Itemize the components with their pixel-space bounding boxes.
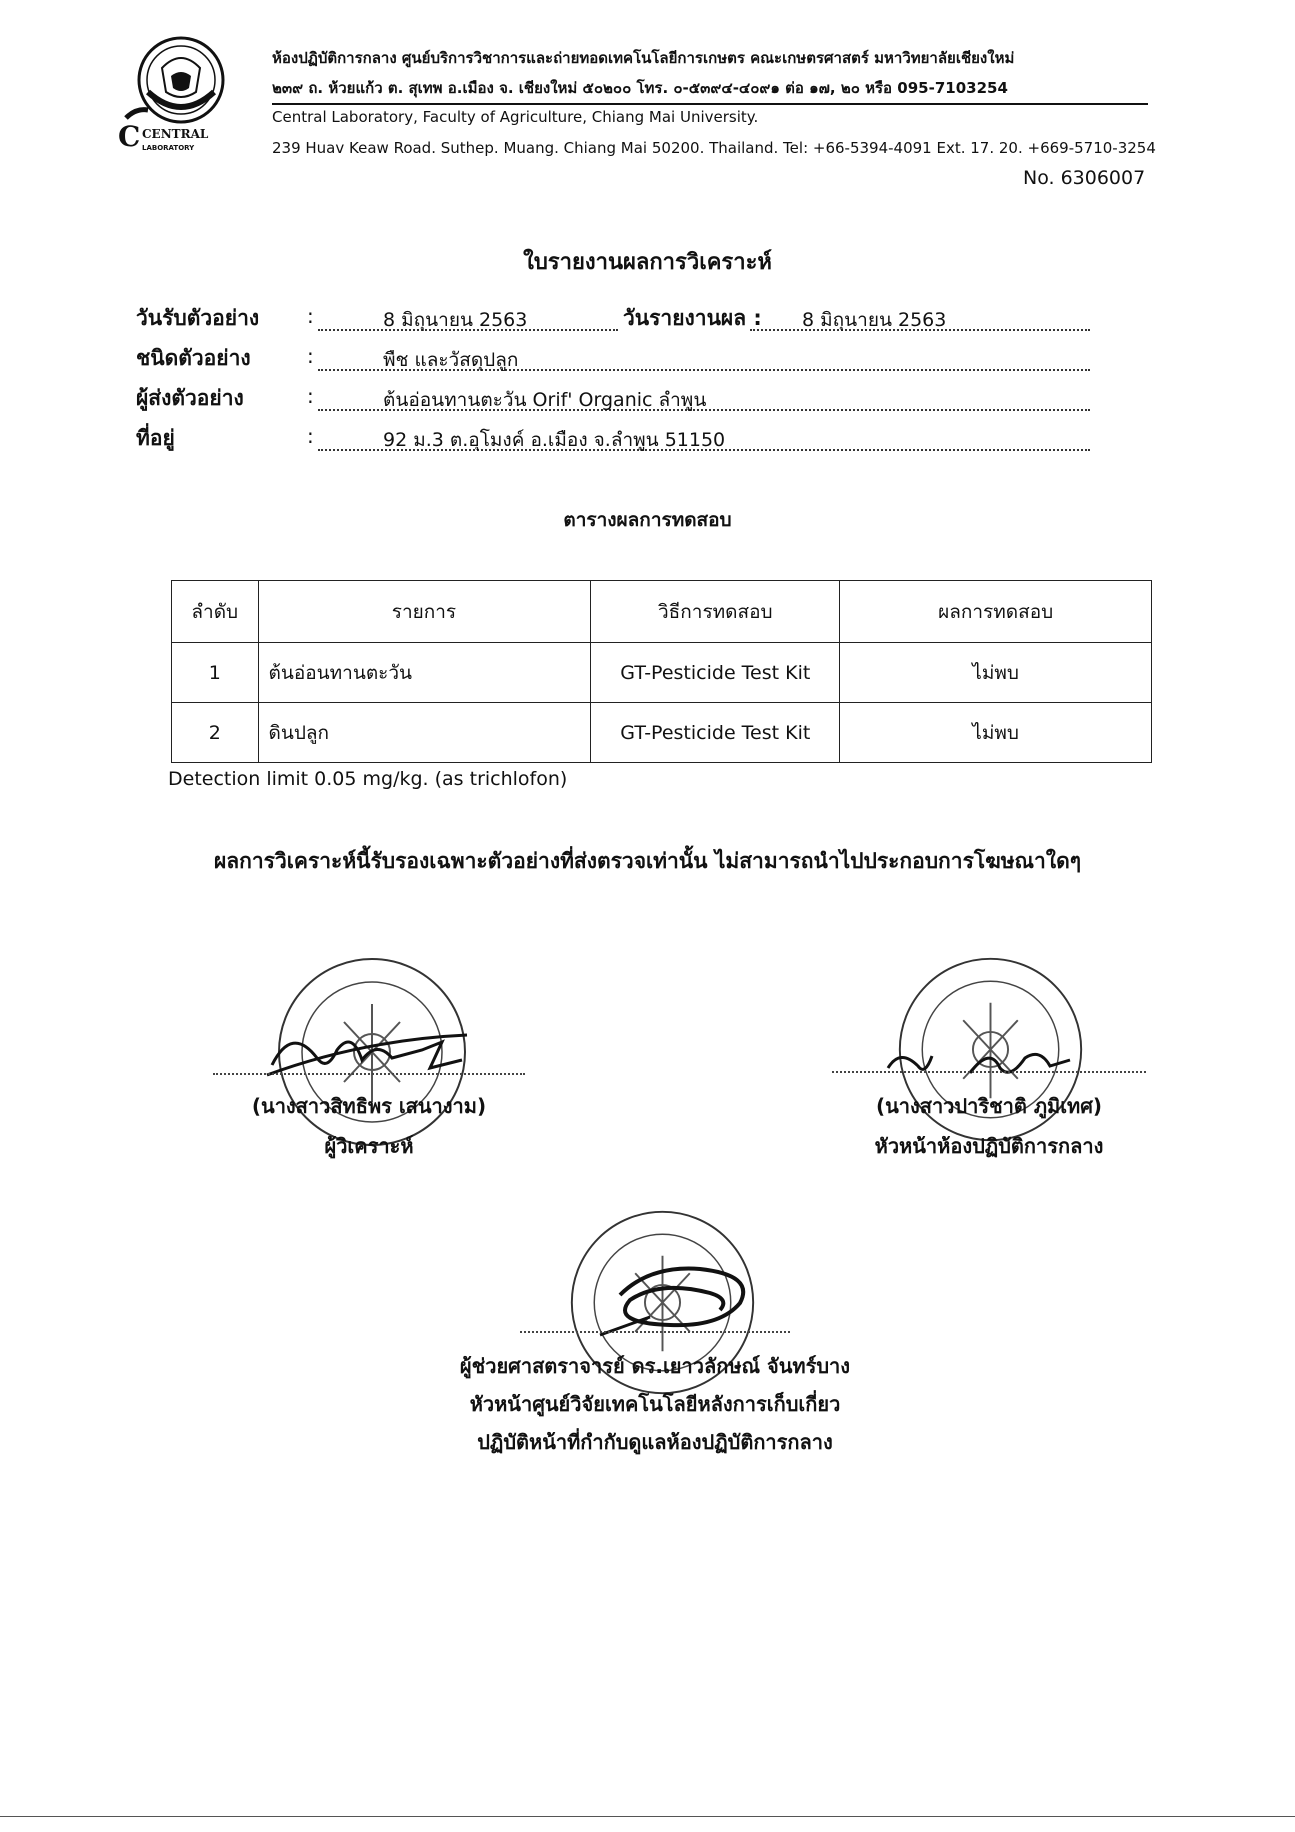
sender-colon: : <box>307 384 314 408</box>
page-bottom-rule <box>0 1816 1295 1817</box>
header-english-line-2: 239 Huav Keaw Road. Suthep. Muang. Chiang Mai 50200. Thailand. Tel: +66-5394-4091 Ext. 17. 20. +669-5710-3254 <box>272 139 1156 157</box>
sender-label: ผู้ส่งตัวอย่าง <box>136 386 244 410</box>
central-laboratory-logo <box>118 30 248 158</box>
results-table <box>171 580 1152 763</box>
lab-head-name: (นางสาวปาริชาติ ภูมิเทศ) <box>875 1094 1103 1118</box>
logo-text: CENTRAL <box>142 127 209 141</box>
document-title: ใบรายงานผลการวิเคราะห์ <box>523 250 772 275</box>
received-date-value: 8 มิถุนายน 2563 <box>383 309 528 331</box>
address-colon: : <box>307 424 314 448</box>
center-head-name: ผู้ช่วยศาสตราจารย์ ดร.เยาวลักษณ์ จันทร์บาง <box>459 1354 851 1378</box>
analyst-name: (นางสาวสิทธิพร เสนางาม) <box>251 1094 487 1118</box>
lab-head-signature-line <box>832 1071 1146 1073</box>
analyst-role: ผู้วิเคราะห์ <box>324 1134 414 1158</box>
row-order: 1 <box>172 643 259 703</box>
address-label: ที่อยู่ <box>136 426 175 450</box>
received-date-label: วันรับตัวอย่าง <box>136 306 260 330</box>
header-english-line-1: Central Laboratory, Faculty of Agriculture, Chiang Mai University. <box>272 108 759 126</box>
header-result: ผลการทดสอบ <box>840 581 1152 643</box>
analyst-signature-icon <box>262 1020 472 1090</box>
sample-type-value: พืช และวัสดุปลูก <box>383 349 519 371</box>
logo-subtext: LABORATORY <box>142 144 195 152</box>
document-number: No. 6306007 <box>1023 167 1146 189</box>
lab-head-signature-icon <box>880 1038 1080 1088</box>
row-result: ไม่พบ <box>840 643 1152 703</box>
svg-text:C: C <box>118 120 141 153</box>
sender-value: ต้นอ่อนทานตะวัน Orif' Organic ลำพูน <box>383 389 707 411</box>
table-row <box>172 643 1152 703</box>
lab-head-role: หัวหน้าห้องปฏิบัติการกลาง <box>874 1134 1104 1158</box>
header-method: วิธีการทดสอบ <box>591 581 840 643</box>
sample-type-label: ชนิดตัวอย่าง <box>136 346 251 370</box>
row-method: GT-Pesticide Test Kit <box>591 643 840 703</box>
header-divider <box>272 103 1148 105</box>
center-head-signature-line <box>520 1331 790 1333</box>
results-header-row <box>172 581 1152 643</box>
results-table-title: ตารางผลการทดสอบ <box>563 509 732 531</box>
address-value: 92 ม.3 ต.อุโมงค์ อ.เมือง จ.ลำพูน 51150 <box>383 429 726 451</box>
sample-type-colon: : <box>307 344 314 368</box>
row-item: ดินปลูก <box>258 703 591 763</box>
center-head-role-2: ปฏิบัติหน้าที่กำกับดูแลห้องปฏิบัติการกลาง <box>477 1430 833 1454</box>
center-head-role-1: หัวหน้าศูนย์วิจัยเทคโนโลยีหลังการเก็บเกี่ยว <box>469 1392 841 1416</box>
row-result: ไม่พบ <box>840 703 1152 763</box>
header-item: รายการ <box>258 581 591 643</box>
table-row <box>172 703 1152 763</box>
header-thai-line-2: ๒๓๙ ถ. ห้วยแก้ว ต. สุเทพ อ.เมือง จ. เชียงใหม่ ๕๐๒๐๐ โทร. ๐-๕๓๙๔-๔๐๙๑ ต่อ ๑๗, ๒๐ หรือ 095-7103254 <box>272 79 1008 97</box>
detection-limit-note: Detection limit 0.05 mg/kg. (as trichlofon) <box>168 768 568 790</box>
row-method: GT-Pesticide Test Kit <box>591 703 840 763</box>
disclaimer-text: ผลการวิเคราะห์นี้รับรองเฉพาะตัวอย่างที่ส่งตรวจเท่านั้น ไม่สามารถนำไปประกอบการโฆษณาใดๆ <box>214 849 1081 873</box>
received-date-colon: : <box>307 304 314 328</box>
row-item: ต้นอ่อนทานตะวัน <box>258 643 591 703</box>
header-thai-line-1: ห้องปฏิบัติการกลาง ศูนย์บริการวิชาการและถ่ายทอดเทคโนโลยีการเกษตร คณะเกษตรศาสตร์ มหาวิทยาลัยเชียงใหม่ <box>272 49 1015 67</box>
analyst-signature-line <box>213 1073 525 1075</box>
report-date-value: 8 มิถุนายน 2563 <box>802 309 947 331</box>
header-order: ลำดับ <box>172 581 259 643</box>
row-order: 2 <box>172 703 259 763</box>
report-date-label: วันรายงานผล : <box>623 306 762 330</box>
